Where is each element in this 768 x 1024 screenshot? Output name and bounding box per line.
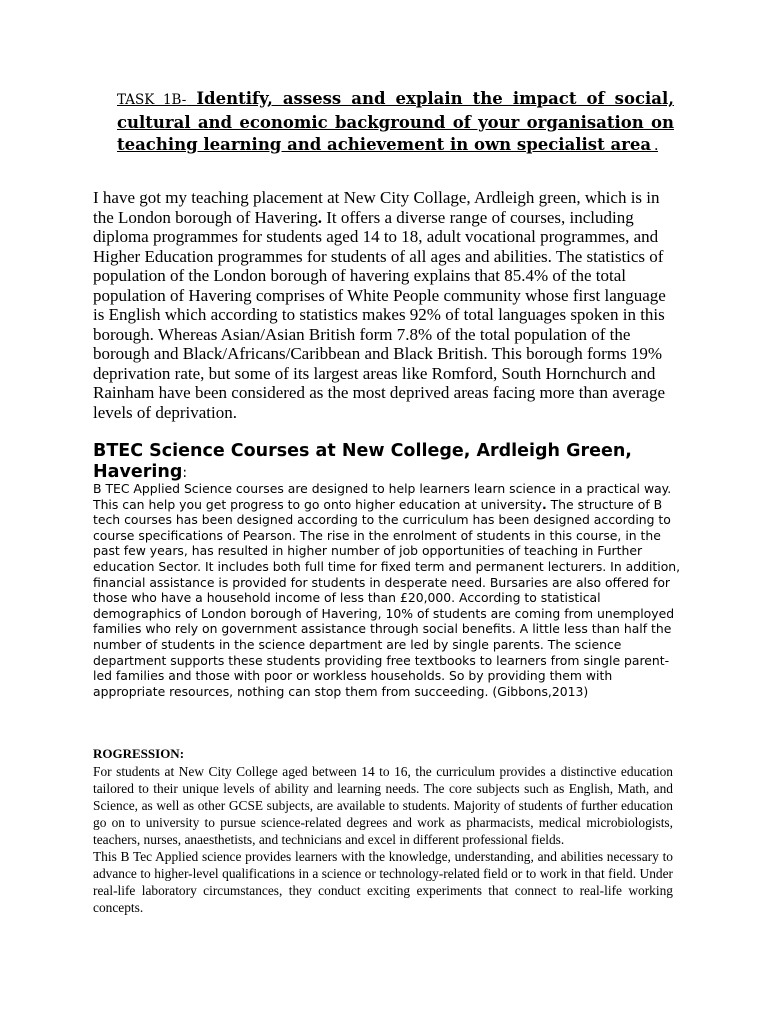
btec-section-heading bbox=[93, 441, 683, 483]
progression-paragraph-2: This B Tec Applied science provides learners with the knowledge, understanding, and abilities necessary to advance to higher-level qualifications in a science or technology-related field or to work in that field. Under real-life laboratory circumstances, they conduct exciting experiments that connect to real-life working concepts. bbox=[93, 849, 673, 915]
task-label: TASK 1B- bbox=[117, 92, 187, 108]
btec-bold-period: . bbox=[541, 496, 547, 512]
progression-paragraph-1: For students at New City College aged between 14 to 16, the curriculum provides a distinctive education tailored to their unique levels of ability and learning needs. The core subjects such as English, Math, and Science, as well as other GCSE subjects, are available to students. Majority of students of further education go on to university to pursue science-related degrees and work as pharmacists, medical microbiologists, teachers, nurses, anaesthetists, and technicians and excel in different professional fields. bbox=[93, 764, 673, 847]
intro-paragraph bbox=[93, 188, 673, 422]
progression-section bbox=[93, 763, 673, 916]
task-heading bbox=[117, 88, 674, 160]
intro-text-part2: It offers a diverse range of courses, including diploma programmes for students aged 14 to 18, adult vocational programmes, and Higher Education programmes for students of all ages and abilities. The statistics of population of the London borough of havering explains that 85.4% of the total population of Havering comprises of White People community whose first language is English which according to statistics makes 92% of total languages spoken in this borough. Whereas Asian/Asian British form 7.8% of the total population of the borough and Black/Africans/Caribbean and Black British. This borough forms 19% deprivation rate, but some of its largest areas like Romford, South Hornchurch and Rainham have been considered as the most deprived areas facing more than average levels of deprivation. bbox=[93, 207, 666, 422]
btec-paragraph bbox=[93, 481, 683, 699]
intro-text-part1: I have got my teaching placement at New City Collage, Ardleigh green, which is in the London borough of Havering bbox=[93, 188, 660, 227]
task-tail: . bbox=[651, 142, 658, 153]
btec-text-part1: B TEC Applied Science courses are designed to help learners learn science in a practical way. This can help you get progress to go onto higher education at university bbox=[93, 481, 672, 512]
intro-bold-period: . bbox=[317, 207, 322, 227]
btec-text-part2: The structure of B tech courses has been designed according to the curriculum has been designed according to course specifications of Pearson. The rise in the enrolment of students in this course, in the past few years, has resulted in higher number of job opportunities of teaching in Further education Sector. It includes both full time for fixed term and permanent lecturers. In addition, financial assistance is provided for students in desperate need. Bursaries are also offered for those who have a household income of less than £20,000. According to statistical demographics of London borough of Havering, 10% of students are coming from unemployed families who rely on government assistance through social benefits. A little less than half the number of students in the science department are led by single parents. The science department supports these students providing free textbooks to learners from single parent-led families and those with poor or workless households. So by providing them with appropriate resources, nothing can stop them from succeeding. (Gibbons,2013) bbox=[93, 496, 681, 699]
btec-heading-colon: : bbox=[182, 464, 188, 481]
task-title: Identify, assess and explain the impact of social, cultural and economic background of your organisation on teaching learning and achievement in own specialist area bbox=[117, 89, 674, 154]
progression-heading: ROGRESSION: bbox=[93, 746, 185, 761]
btec-heading-text: BTEC Science Courses at New College, Ardleigh Green, Havering bbox=[93, 441, 632, 482]
